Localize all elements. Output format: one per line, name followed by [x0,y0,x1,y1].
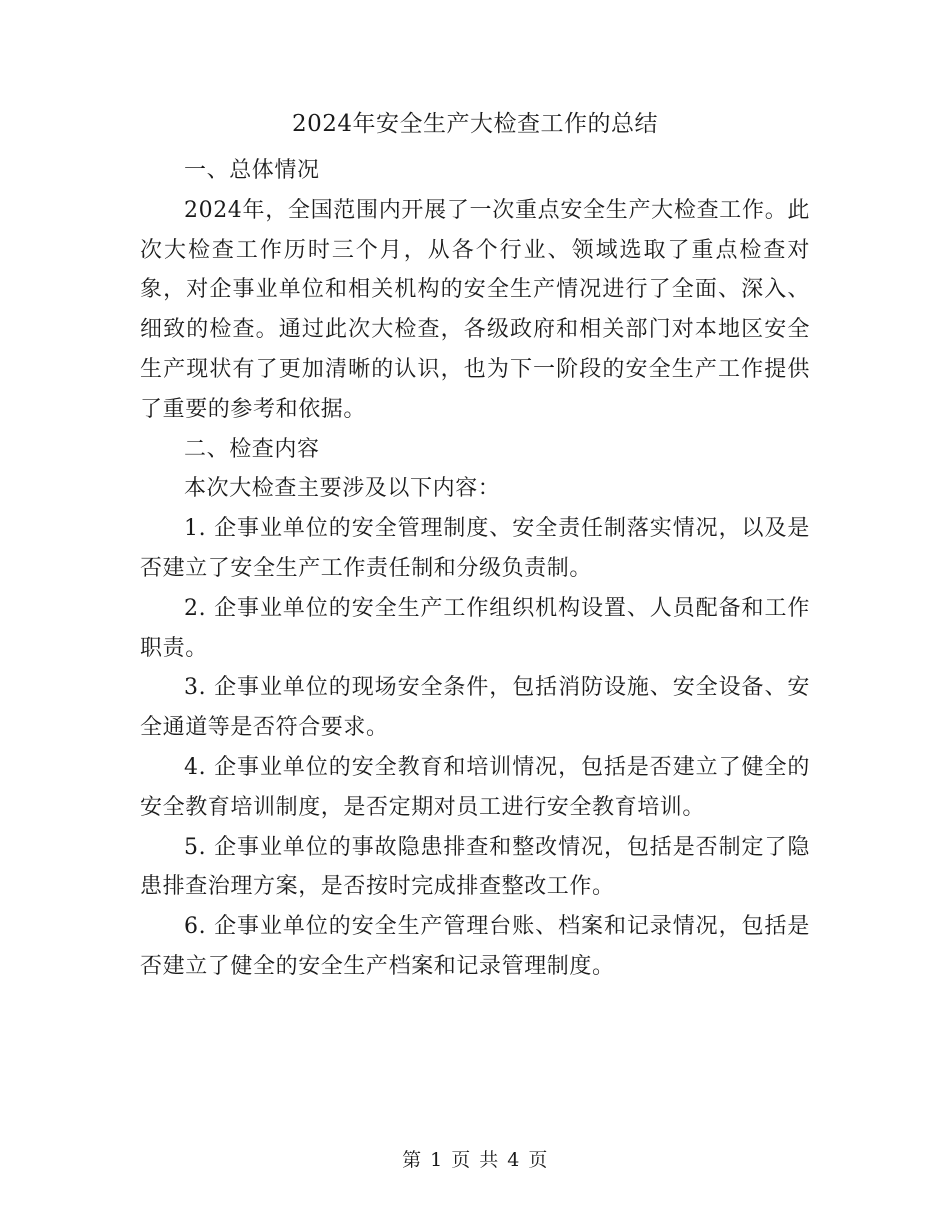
section-heading-content: 二、检查内容 [184,436,320,462]
list-item-5: 5. 企事业单位的事故隐患排查和整改情况，包括是否制定了隐患排查治理方案，是否按时完成排查整改工作。 [140,834,810,900]
page-footer: 第 1 页 共 4 页 [402,1149,548,1171]
list-item-6: 6. 企事业单位的安全生产管理台账、档案和记录情况，包括是否建立了健全的安全生产档案和记录管理制度。 [140,914,810,979]
section-heading-overview: 一、总体情况 [184,158,320,183]
document-title: 2024年安全生产大检查工作的总结 [291,111,659,137]
document-body [140,151,810,987]
paragraph-overview: 2024年，全国范围内开展了一次重点安全生产大检查工作。此次大检查工作历时三个月，从各个行业、领域选取了重点检查对象，对企事业单位和相关机构的安全生产情况进行了全面、深入、细致的检查。通过此次大检查，各级政府和相关部门对本地区安全生产现状有了更加清晰的认识，也为下一阶段的安全生产工作提供了重要的参考和依据。 [140,197,810,422]
list-item-3: 3. 企事业单位的现场安全条件，包括消防设施、安全设备、安全通道等是否符合要求。 [140,675,810,741]
paragraph-intro: 本次大检查主要涉及以下内容： [184,476,501,502]
list-item-1: 1. 企事业单位的安全管理制度、安全责任制落实情况，以及是否建立了安全生产工作责任制和分级负责制。 [140,516,810,581]
list-item-2: 2. 企事业单位的安全生产工作组织机构设置、人员配备和工作职责。 [140,595,810,661]
list-item-4: 4. 企事业单位的安全教育和培训情况，包括是否建立了健全的安全教育培训制度，是否定期对员工进行安全教育培训。 [140,754,810,820]
